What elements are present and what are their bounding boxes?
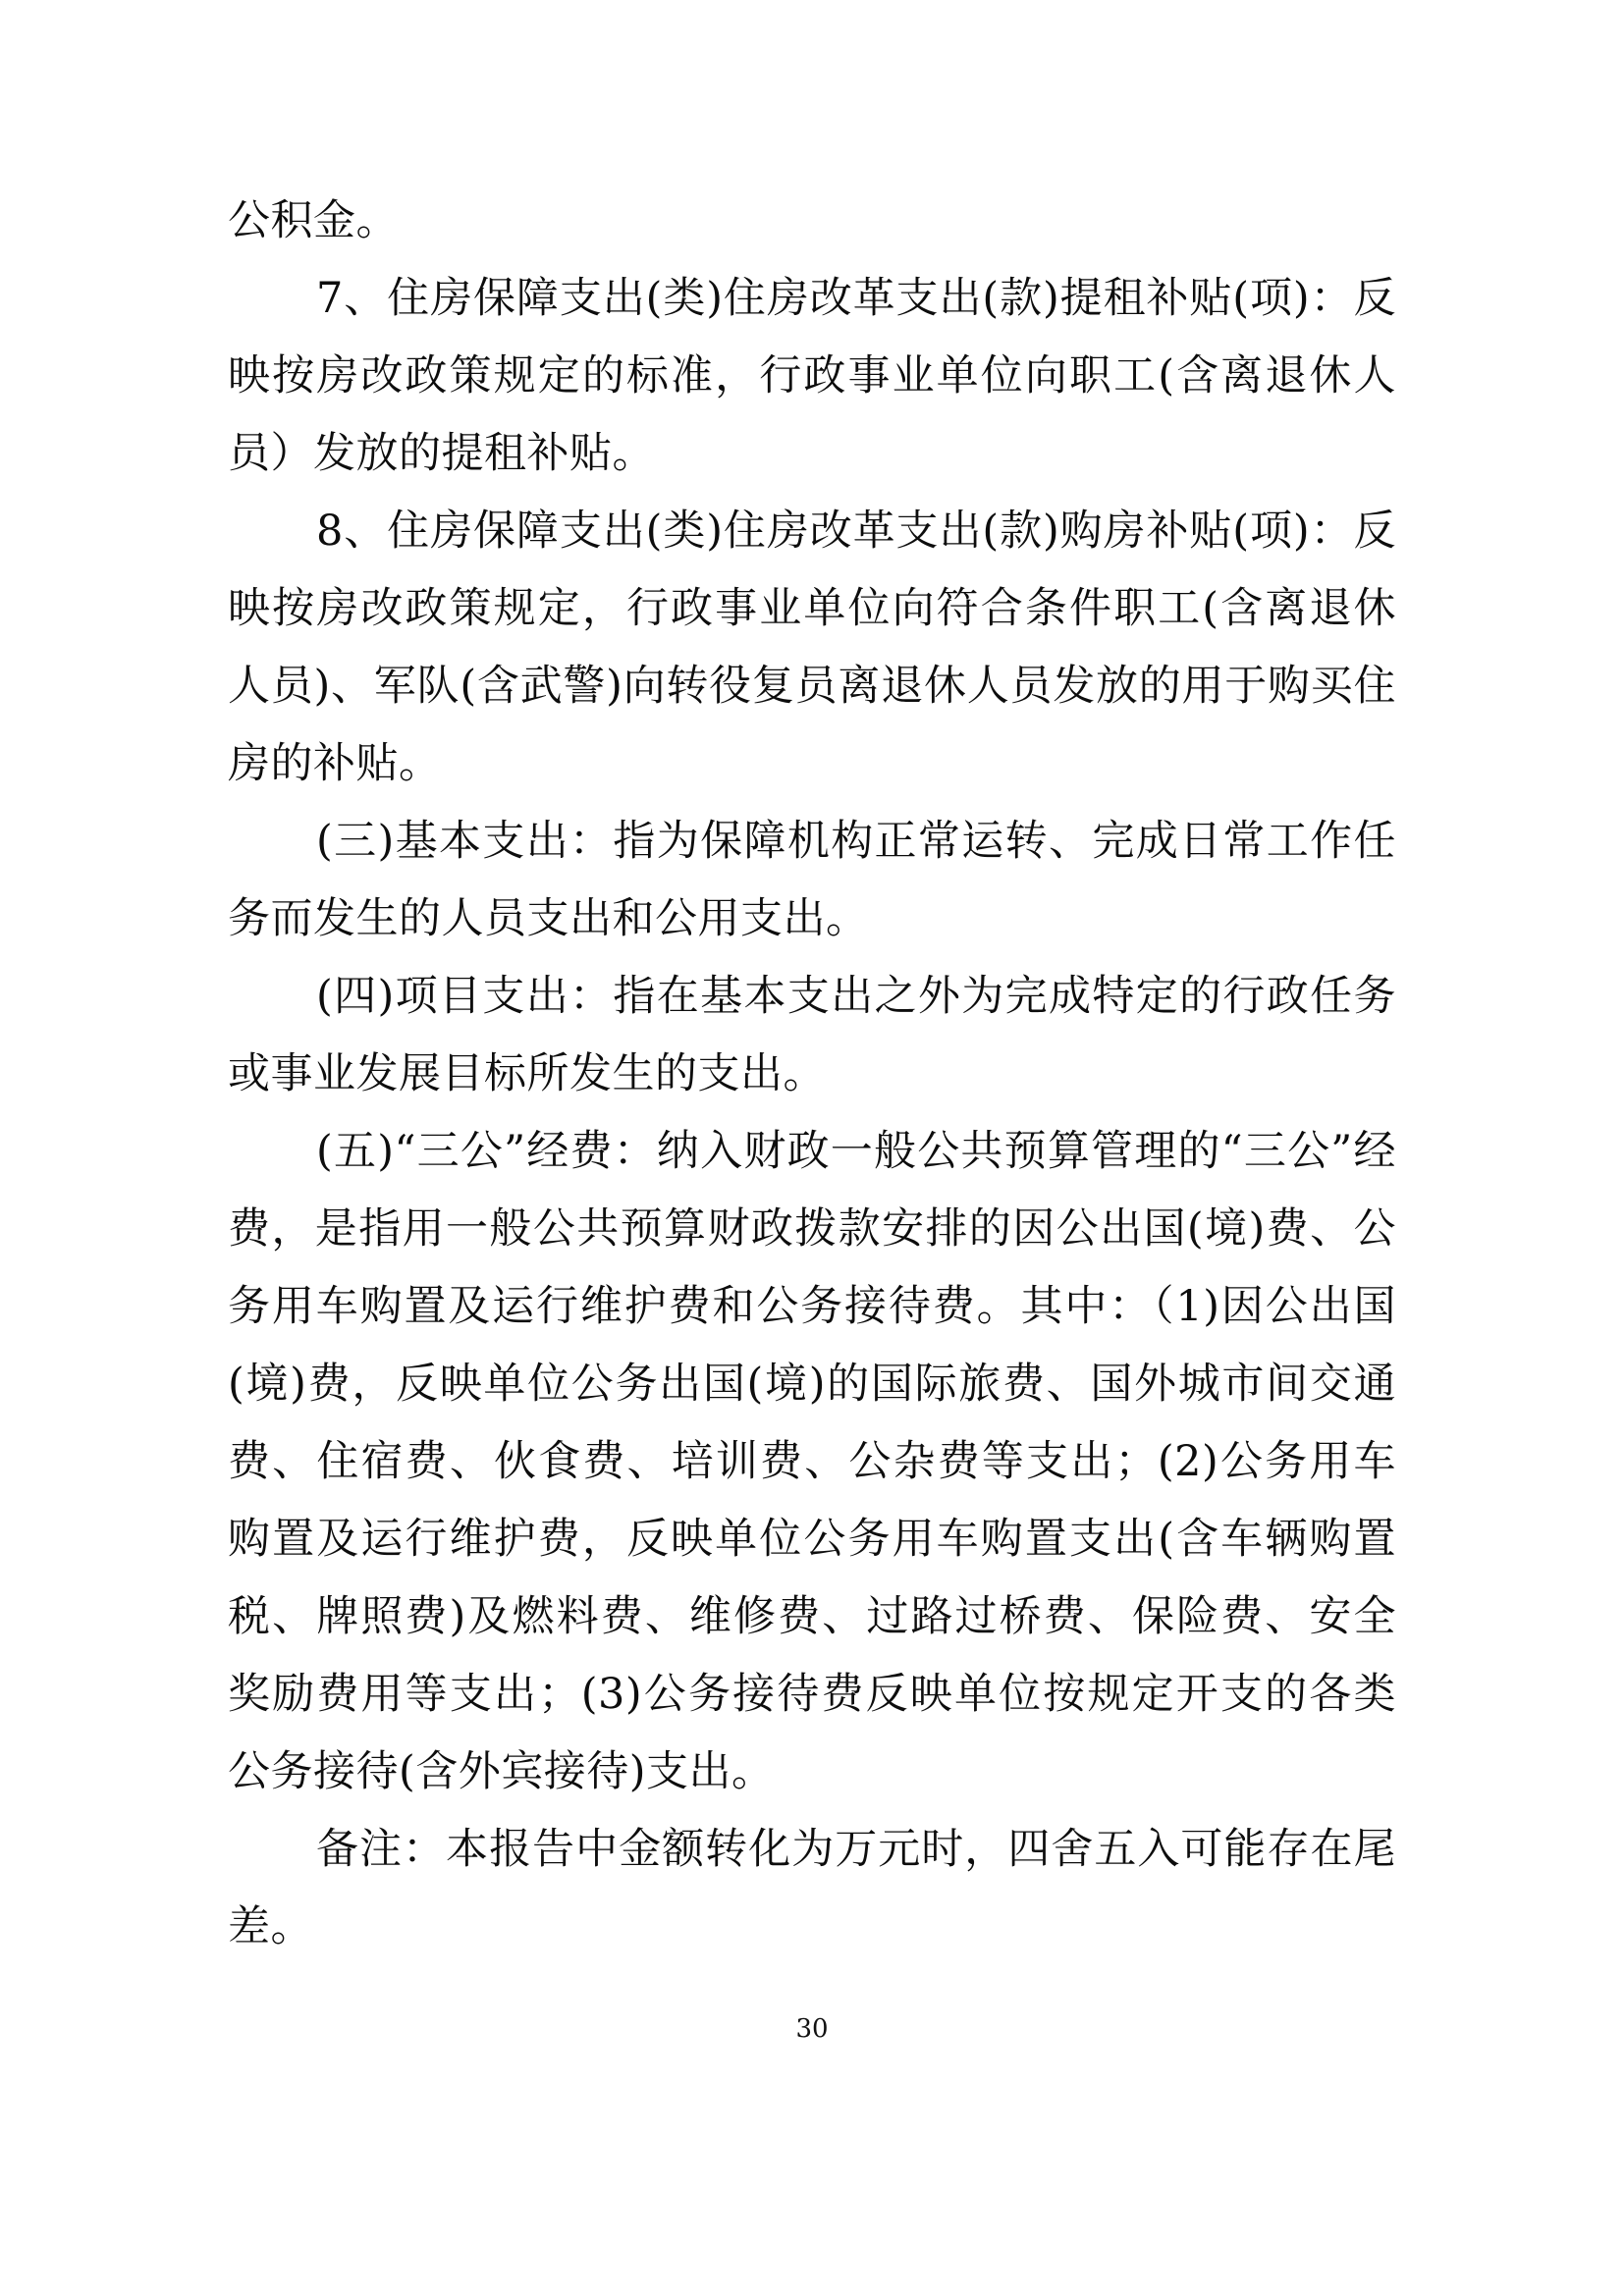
paragraph-gongjijin: 公积金。 (228, 196, 399, 245)
paragraph-item-4: (四)项目支出：指在基本支出之外为完成特定的行政任务或事业发展目标所发生的支出。 (228, 972, 1396, 1098)
paragraph-item-8: 8、住房保障支出(类)住房改革支出(款)购房补贴(项)：反映按房改政策规定，行政事业单位向符合条件职工(含离退休人员)、军队(含武警)向转役复员离退休人员发放的用于购买住房的补贴。 (228, 507, 1396, 788)
paragraph-item-5: (五)“三公”经费：纳入财政一般公共预算管理的“三公”经费，是指用一般公共预算财政拨款安排的因公出国(境)费、公务用车购置及运行维护费和公务接待费。其中：（1)因公出国(境)费，反映单位公务出国(境)的国际旅费、国外城市间交通费、住宿费、伙食费、培训费、公杂费等支出；(2)公务用车购置及运行维护费，反映单位公务用车购置支出(含车辆购置税、牌照费)及燃料费、维修费、过路过桥费、保险费、安全奖励费用等支出；(3)公务接待费反映单位按规定开支的各类公务接待(含外宾接待)支出。 (228, 1127, 1396, 1796)
paragraph-item-3: (三)基本支出：指为保障机构正常运转、完成日常工作任务而发生的人员支出和公用支出。 (228, 817, 1396, 943)
paragraph-item-7: 7、住房保障支出(类)住房改革支出(款)提租补贴(项)：反映按房改政策规定的标准，行政事业单位向职工(含离退休人员）发放的提租补贴。 (228, 274, 1396, 478)
document-body (228, 183, 1396, 1966)
page-number: 30 (795, 2014, 829, 2044)
paragraph-remark: 备注：本报告中金额转化为万元时，四舍五入可能存在尾差。 (228, 1825, 1396, 1951)
